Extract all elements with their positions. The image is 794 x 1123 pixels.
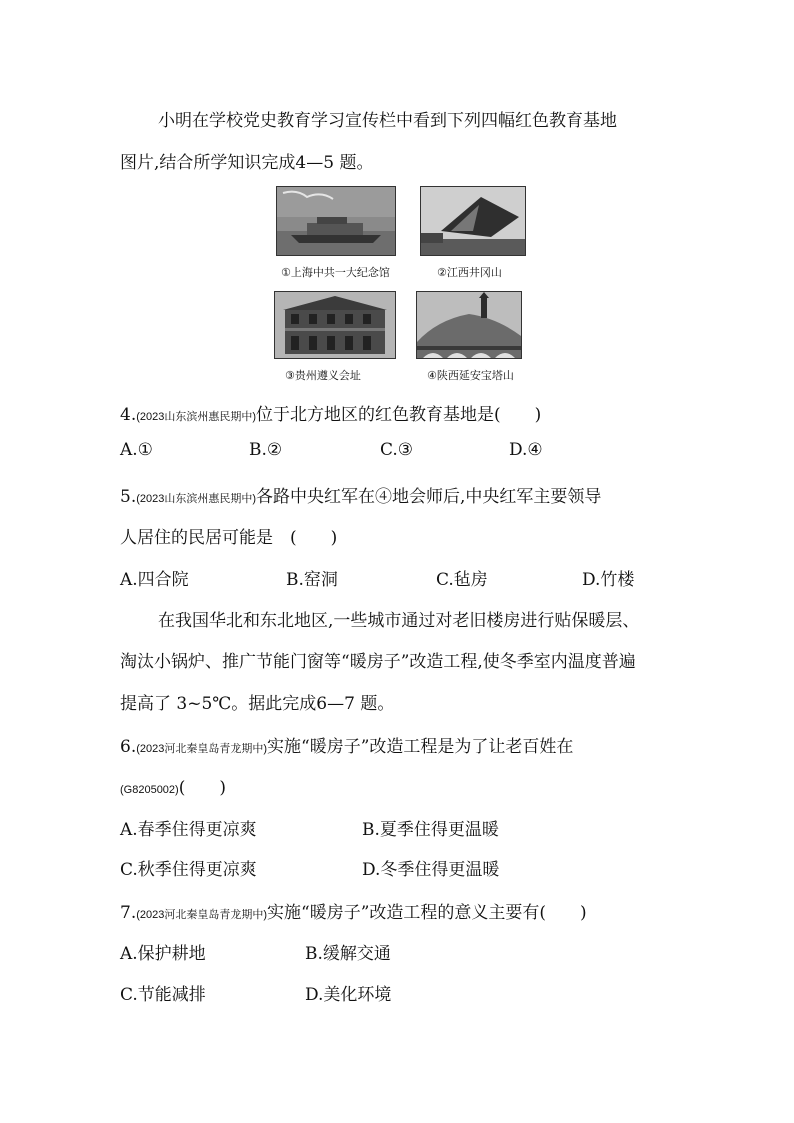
caption-2: ②江西井冈山 — [437, 267, 502, 279]
q5-option-b[interactable]: B.窑洞 — [286, 570, 338, 590]
q4-option-c[interactable]: C.③ — [380, 440, 414, 460]
q6-option-c[interactable]: C.秋季住得更凉爽 — [120, 860, 257, 880]
caption-1: ①上海中共一大纪念馆 — [281, 267, 390, 279]
q6-option-a[interactable]: A.春季住得更凉爽 — [120, 820, 257, 840]
question-5-text-1: 各路中央红军在④地会师后,中央红军主要领导 — [256, 487, 602, 507]
q7-option-d[interactable]: D.美化环境 — [305, 985, 392, 1005]
question-4-source: (2023山东滨州惠民期中) — [136, 411, 257, 423]
caption-3: ③贵州遵义会址 — [285, 370, 361, 382]
q5-option-a[interactable]: A.四合院 — [120, 570, 189, 590]
image-zunyi — [274, 291, 396, 359]
question-5-source: (2023山东滨州惠民期中) — [136, 493, 257, 505]
intro-1-line-2: 图片,结合所学知识完成4—5 题。 — [120, 153, 374, 173]
q7-option-c[interactable]: C.节能减排 — [120, 985, 206, 1005]
q6-option-d[interactable]: D.冬季住得更温暖 — [362, 860, 500, 880]
intro-2-line-2: 淘汰小锅炉、推广节能门窗等“暖房子”改造工程,使冬季室内温度普遍 — [120, 652, 636, 672]
question-7 — [120, 898, 587, 923]
question-7-text: 实施“暖房子”改造工程的意义主要有( ) — [267, 903, 587, 923]
question-6 — [120, 732, 573, 757]
question-5-number: 5. — [120, 487, 137, 507]
image-jinggangshan — [420, 186, 526, 256]
question-6-code: (G8205002) — [120, 784, 179, 796]
intro-2-line-3: 提高了 3~5℃。据此完成6—7 题。 — [120, 694, 395, 714]
image-shanghai-memorial — [276, 186, 396, 256]
q7-option-b[interactable]: B.缓解交通 — [305, 944, 391, 964]
question-4-number: 4. — [120, 405, 137, 425]
q4-option-a[interactable]: A.① — [120, 440, 153, 460]
q5-option-c[interactable]: C.毡房 — [436, 570, 488, 590]
question-6-paren: ( ) — [178, 778, 226, 798]
question-5 — [120, 482, 601, 507]
intro-2-line-1: 在我国华北和东北地区,一些城市通过对老旧楼房进行贴保暖层、 — [158, 611, 640, 631]
question-4 — [120, 400, 541, 425]
question-6-number: 6. — [120, 737, 137, 757]
question-7-source: (2023河北秦皇岛青龙期中) — [136, 909, 268, 921]
q6-option-b[interactable]: B.夏季住得更温暖 — [362, 820, 499, 840]
q4-option-b[interactable]: B.② — [249, 440, 283, 460]
image-yanan-pagoda — [416, 291, 522, 359]
q4-option-d[interactable]: D.④ — [509, 440, 543, 460]
q5-option-d[interactable]: D.竹楼 — [582, 570, 635, 590]
q7-option-a[interactable]: A.保护耕地 — [120, 944, 206, 964]
question-6-text: 实施“暖房子”改造工程是为了让老百姓在 — [267, 737, 574, 757]
question-5-text-2: 人居住的民居可能是 ( ) — [120, 528, 338, 548]
question-6-source: (2023河北秦皇岛青龙期中) — [136, 743, 268, 755]
caption-4: ④陕西延安宝塔山 — [427, 370, 514, 382]
intro-1-line-1: 小明在学校党史教育学习宣传栏中看到下列四幅红色教育基地 — [158, 111, 617, 131]
question-7-number: 7. — [120, 903, 137, 923]
question-6-line-2 — [120, 773, 226, 798]
question-4-text: 位于北方地区的红色教育基地是( ) — [256, 405, 542, 425]
